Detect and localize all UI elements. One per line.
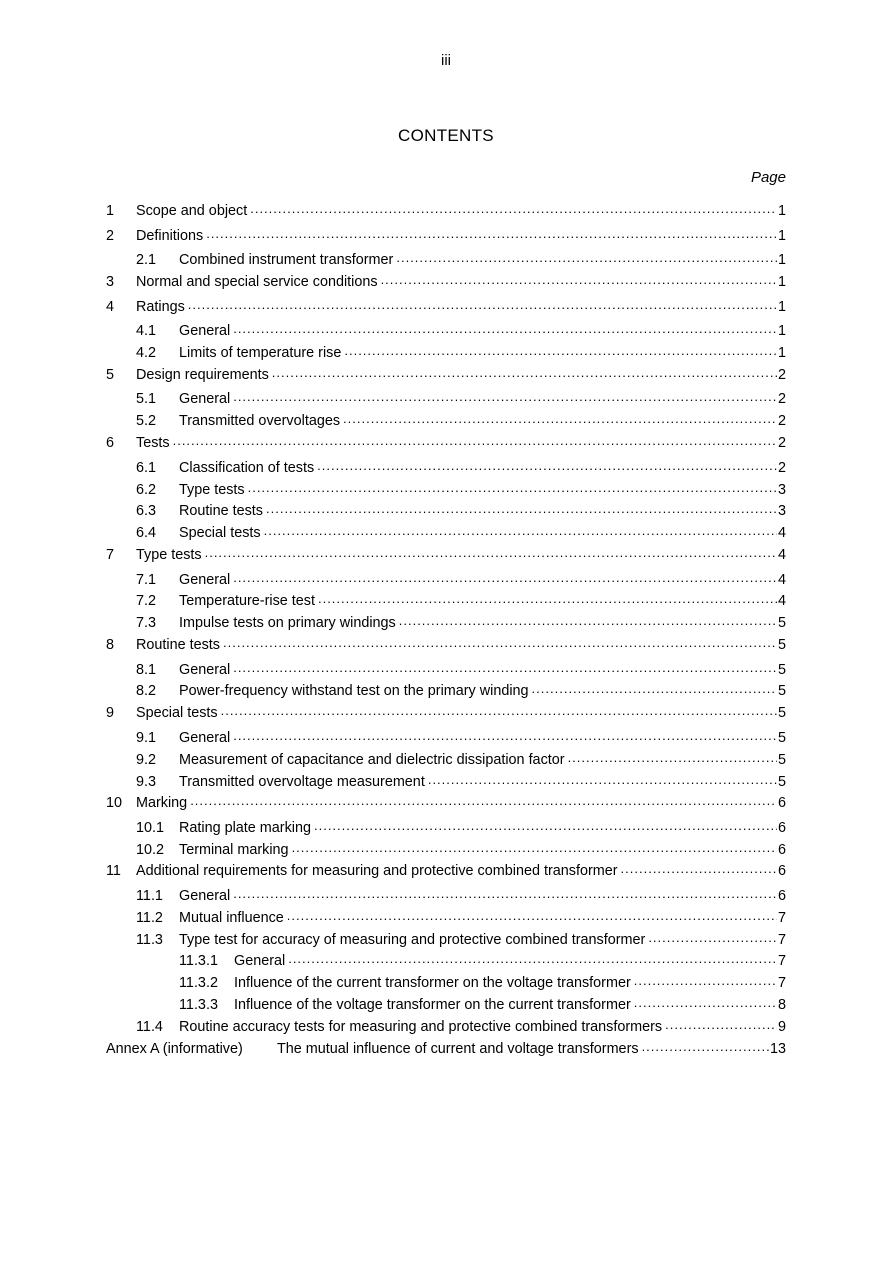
page-column-label: Page <box>750 169 786 186</box>
toc-entry-number: 11.4 <box>136 1019 163 1035</box>
toc-entry-number: 11.1 <box>136 888 163 904</box>
toc-entry-number: 8 <box>106 637 115 653</box>
toc-entry[interactable] <box>179 973 786 992</box>
toc-entry-number: 9.2 <box>136 752 157 768</box>
toc-entry-number: 6 <box>106 435 115 451</box>
leader-dots <box>233 389 777 403</box>
toc-entry-title: Design requirements <box>136 367 269 383</box>
toc-entry[interactable] <box>136 930 786 949</box>
toc-entry-number: 11.3 <box>136 932 163 948</box>
toc-entry-title: Mutual influence <box>179 910 284 926</box>
toc-entry[interactable] <box>136 750 786 769</box>
toc-entry-number: 6.1 <box>136 460 157 476</box>
toc-entry[interactable] <box>106 272 786 291</box>
leader-dots <box>399 613 777 627</box>
leader-dots <box>233 728 777 742</box>
leader-dots <box>233 570 777 584</box>
toc-entry-number: 4.1 <box>136 323 157 339</box>
toc-entry-title: General <box>179 730 231 746</box>
toc-entry-page: 4 <box>777 593 786 609</box>
toc-entry-number: Annex A (informative) <box>106 1041 243 1057</box>
toc-entry-page: 8 <box>777 997 786 1013</box>
toc-entry-page: 1 <box>777 274 786 290</box>
toc-entry-page: 7 <box>777 975 786 991</box>
leader-dots <box>648 930 777 944</box>
leader-dots <box>266 501 777 515</box>
toc-entry-page: 13 <box>769 1041 786 1057</box>
toc-entry-page: 7 <box>777 910 786 926</box>
toc-entry-title: Type test for accuracy of measuring and protective combined transformer <box>179 932 646 948</box>
toc-entry-page: 7 <box>777 932 786 948</box>
leader-dots <box>287 908 777 922</box>
toc-entry-title: Classification of tests <box>179 460 315 476</box>
toc-entry-page: 5 <box>777 615 786 631</box>
toc-entry-page: 2 <box>777 391 786 407</box>
toc-entry-title: Terminal marking <box>179 842 289 858</box>
toc-entry-number: 11 <box>106 863 121 879</box>
toc-entry[interactable] <box>106 365 786 384</box>
toc-entry-page: 6 <box>777 888 786 904</box>
toc-entry[interactable] <box>136 908 786 927</box>
toc-entry-number: 3 <box>106 274 115 290</box>
toc-entry-page: 5 <box>777 752 786 768</box>
toc-entry[interactable] <box>136 818 786 837</box>
page-number: iii <box>441 52 451 69</box>
toc-entry[interactable] <box>136 321 786 340</box>
toc-entry-page: 1 <box>777 228 786 244</box>
toc-entry[interactable] <box>136 613 786 632</box>
toc-entry-page: 2 <box>777 367 786 383</box>
toc-entry-title: Additional requirements for measuring and protective combined transformer <box>136 863 618 879</box>
toc-entry[interactable] <box>136 660 786 679</box>
toc-entry[interactable] <box>179 995 786 1014</box>
toc-entry-title: Special tests <box>179 525 261 541</box>
toc-entry-title: Type tests <box>136 547 202 563</box>
toc-entry-number: 8.2 <box>136 683 157 699</box>
leader-dots <box>248 480 777 494</box>
leader-dots <box>318 591 777 605</box>
toc-entry[interactable] <box>136 523 786 542</box>
toc-entry-page: 5 <box>777 683 786 699</box>
toc-entry-page: 6 <box>777 842 786 858</box>
toc-entry-title: General <box>179 391 231 407</box>
leader-dots <box>233 660 777 674</box>
leader-dots <box>190 793 777 807</box>
toc-entry[interactable] <box>136 681 786 700</box>
toc-entry-page: 3 <box>777 482 786 498</box>
toc-entry-title: General <box>234 953 286 969</box>
toc-entry[interactable] <box>136 840 786 859</box>
leader-dots <box>233 886 777 900</box>
leader-dots <box>173 433 777 447</box>
toc-entry-number: 7.1 <box>136 572 157 588</box>
leader-dots <box>314 818 777 832</box>
toc-entry[interactable] <box>106 297 786 316</box>
leader-dots <box>188 297 777 311</box>
toc-entry-page: 4 <box>777 572 786 588</box>
toc-entry-number: 11.3.3 <box>179 997 218 1013</box>
toc-entry-page: 2 <box>777 413 786 429</box>
toc-entry[interactable] <box>106 861 786 880</box>
toc-entry-page: 7 <box>777 953 786 969</box>
toc-entry-page: 5 <box>777 774 786 790</box>
toc-entry-title: General <box>179 323 231 339</box>
toc-entry-number: 9 <box>106 705 115 721</box>
leader-dots <box>272 365 777 379</box>
leader-dots <box>292 840 777 854</box>
toc-entry-number: 10.2 <box>136 842 165 858</box>
toc-entry-title: Measurement of capacitance and dielectric dissipation factor <box>179 752 565 768</box>
toc-entry[interactable] <box>136 728 786 747</box>
toc-entry[interactable] <box>136 1017 786 1036</box>
leader-dots <box>264 523 777 537</box>
toc-entry-number: 11.3.1 <box>179 953 218 969</box>
leader-dots <box>642 1039 769 1053</box>
toc-entry-number: 5 <box>106 367 115 383</box>
toc-entry[interactable] <box>136 343 786 362</box>
toc-entry-title: Scope and object <box>136 203 248 219</box>
toc-entry-number: 6.3 <box>136 503 157 519</box>
toc-entry-page: 5 <box>777 637 786 653</box>
page-title: CONTENTS <box>398 126 494 145</box>
toc-entry-number: 4 <box>106 299 115 315</box>
toc-entry-title: Influence of the voltage transformer on the current transformer <box>234 997 631 1013</box>
toc-entry-title: Routine tests <box>179 503 263 519</box>
toc-entry[interactable] <box>136 250 786 269</box>
leader-dots <box>381 272 777 286</box>
toc-entry-title: General <box>179 888 231 904</box>
leader-dots <box>343 411 777 425</box>
toc-entry-page: 6 <box>777 820 786 836</box>
toc-entry[interactable] <box>106 226 786 245</box>
leader-dots <box>532 681 777 695</box>
toc-entry-number: 11.3.2 <box>179 975 218 991</box>
leader-dots <box>288 951 777 965</box>
toc-entry-number: 4.2 <box>136 345 157 361</box>
leader-dots <box>428 772 777 786</box>
toc-entry[interactable] <box>179 951 786 970</box>
toc-entry[interactable] <box>136 501 786 520</box>
toc-entry[interactable] <box>106 635 786 654</box>
toc-entry[interactable] <box>106 793 786 812</box>
toc-entry-number: 9.1 <box>136 730 157 746</box>
toc-entry[interactable] <box>136 772 786 791</box>
toc-entry[interactable] <box>136 480 786 499</box>
toc-entry-page: 5 <box>777 730 786 746</box>
leader-dots <box>223 635 777 649</box>
toc-entry-number: 2 <box>106 228 115 244</box>
leader-dots <box>317 458 777 472</box>
toc-entry-title: General <box>179 662 231 678</box>
toc-entry-page: 1 <box>777 252 786 268</box>
toc-entry-page: 4 <box>777 525 786 541</box>
toc-entry-page: 6 <box>777 863 786 879</box>
toc-entry-title: Transmitted overvoltage measurement <box>179 774 425 790</box>
toc-entry-title: Normal and special service conditions <box>136 274 378 290</box>
toc-entry-page: 1 <box>777 345 786 361</box>
toc-entry-annex[interactable] <box>106 1039 786 1058</box>
leader-dots <box>344 343 777 357</box>
leader-dots <box>665 1017 777 1031</box>
toc-entry-title: Routine tests <box>136 637 220 653</box>
toc-entry-number: 7.3 <box>136 615 157 631</box>
toc-entry-number: 7.2 <box>136 593 157 609</box>
toc-entry-number: 6.4 <box>136 525 157 541</box>
toc-entry-title: Impulse tests on primary windings <box>179 615 396 631</box>
toc-entry-title: Type tests <box>179 482 245 498</box>
toc-entry-page: 1 <box>777 323 786 339</box>
toc-entry-page: 2 <box>777 460 786 476</box>
toc-entry[interactable] <box>136 591 786 610</box>
toc-entry-title: Marking <box>136 795 188 811</box>
leader-dots <box>634 995 777 1009</box>
toc-entry-number: 10.1 <box>136 820 165 836</box>
toc-entry-title: Tests <box>136 435 170 451</box>
leader-dots <box>250 201 777 215</box>
toc-entry-number: 5.1 <box>136 391 157 407</box>
toc-entry[interactable] <box>106 545 786 564</box>
toc-entry-title: Routine accuracy tests for measuring and protective combined transformers <box>179 1019 663 1035</box>
toc-entry-page: 2 <box>777 435 786 451</box>
toc-entry-page: 9 <box>777 1019 786 1035</box>
toc-entry-title: Limits of temperature rise <box>179 345 342 361</box>
toc-entry[interactable] <box>136 886 786 905</box>
toc-entry-title: General <box>179 572 231 588</box>
leader-dots <box>568 750 777 764</box>
toc-entry-title: Temperature-rise test <box>179 593 315 609</box>
toc-entry[interactable] <box>136 411 786 430</box>
toc-entry[interactable] <box>136 389 786 408</box>
toc-entry-page: 1 <box>777 203 786 219</box>
toc-entry-number: 9.3 <box>136 774 157 790</box>
toc-entry-page: 5 <box>777 662 786 678</box>
leader-dots <box>221 703 777 717</box>
toc-entry-number: 10 <box>106 795 123 811</box>
leader-dots <box>396 250 777 264</box>
toc-entry-number: 5.2 <box>136 413 157 429</box>
toc-entry-title: Rating plate marking <box>179 820 311 836</box>
leader-dots <box>634 973 777 987</box>
toc-entry-title: Special tests <box>136 705 218 721</box>
toc-entry-number: 6.2 <box>136 482 157 498</box>
leader-dots <box>621 861 777 875</box>
toc-entry-title: Definitions <box>136 228 204 244</box>
toc-entry-title: Ratings <box>136 299 185 315</box>
toc-entry-page: 4 <box>777 547 786 563</box>
toc-entry-title: Power-frequency withstand test on the primary winding <box>179 683 529 699</box>
leader-dots <box>233 321 777 335</box>
toc-entry[interactable] <box>106 201 786 220</box>
toc-entry-page: 6 <box>777 795 786 811</box>
toc-entry-page: 1 <box>777 299 786 315</box>
toc-entry-number: 7 <box>106 547 115 563</box>
toc-entry[interactable] <box>136 570 786 589</box>
leader-dots <box>206 226 777 240</box>
toc-entry-page: 5 <box>777 705 786 721</box>
leader-dots <box>205 545 777 559</box>
toc-entry-title: Influence of the current transformer on the voltage transformer <box>234 975 631 991</box>
toc-entry[interactable] <box>136 458 786 477</box>
toc-entry-number: 2.1 <box>136 252 157 268</box>
toc-entry-number: 1 <box>106 203 115 219</box>
toc-entry-title: Combined instrument transformer <box>179 252 394 268</box>
toc-entry[interactable] <box>106 433 786 452</box>
toc-entry-page: 3 <box>777 503 786 519</box>
toc-entry-number: 8.1 <box>136 662 157 678</box>
toc-entry-title: Transmitted overvoltages <box>179 413 341 429</box>
toc-entry-number: 11.2 <box>136 910 163 926</box>
toc-entry-title: The mutual influence of current and voltage transformers <box>277 1041 639 1057</box>
toc-entry[interactable] <box>106 703 786 722</box>
